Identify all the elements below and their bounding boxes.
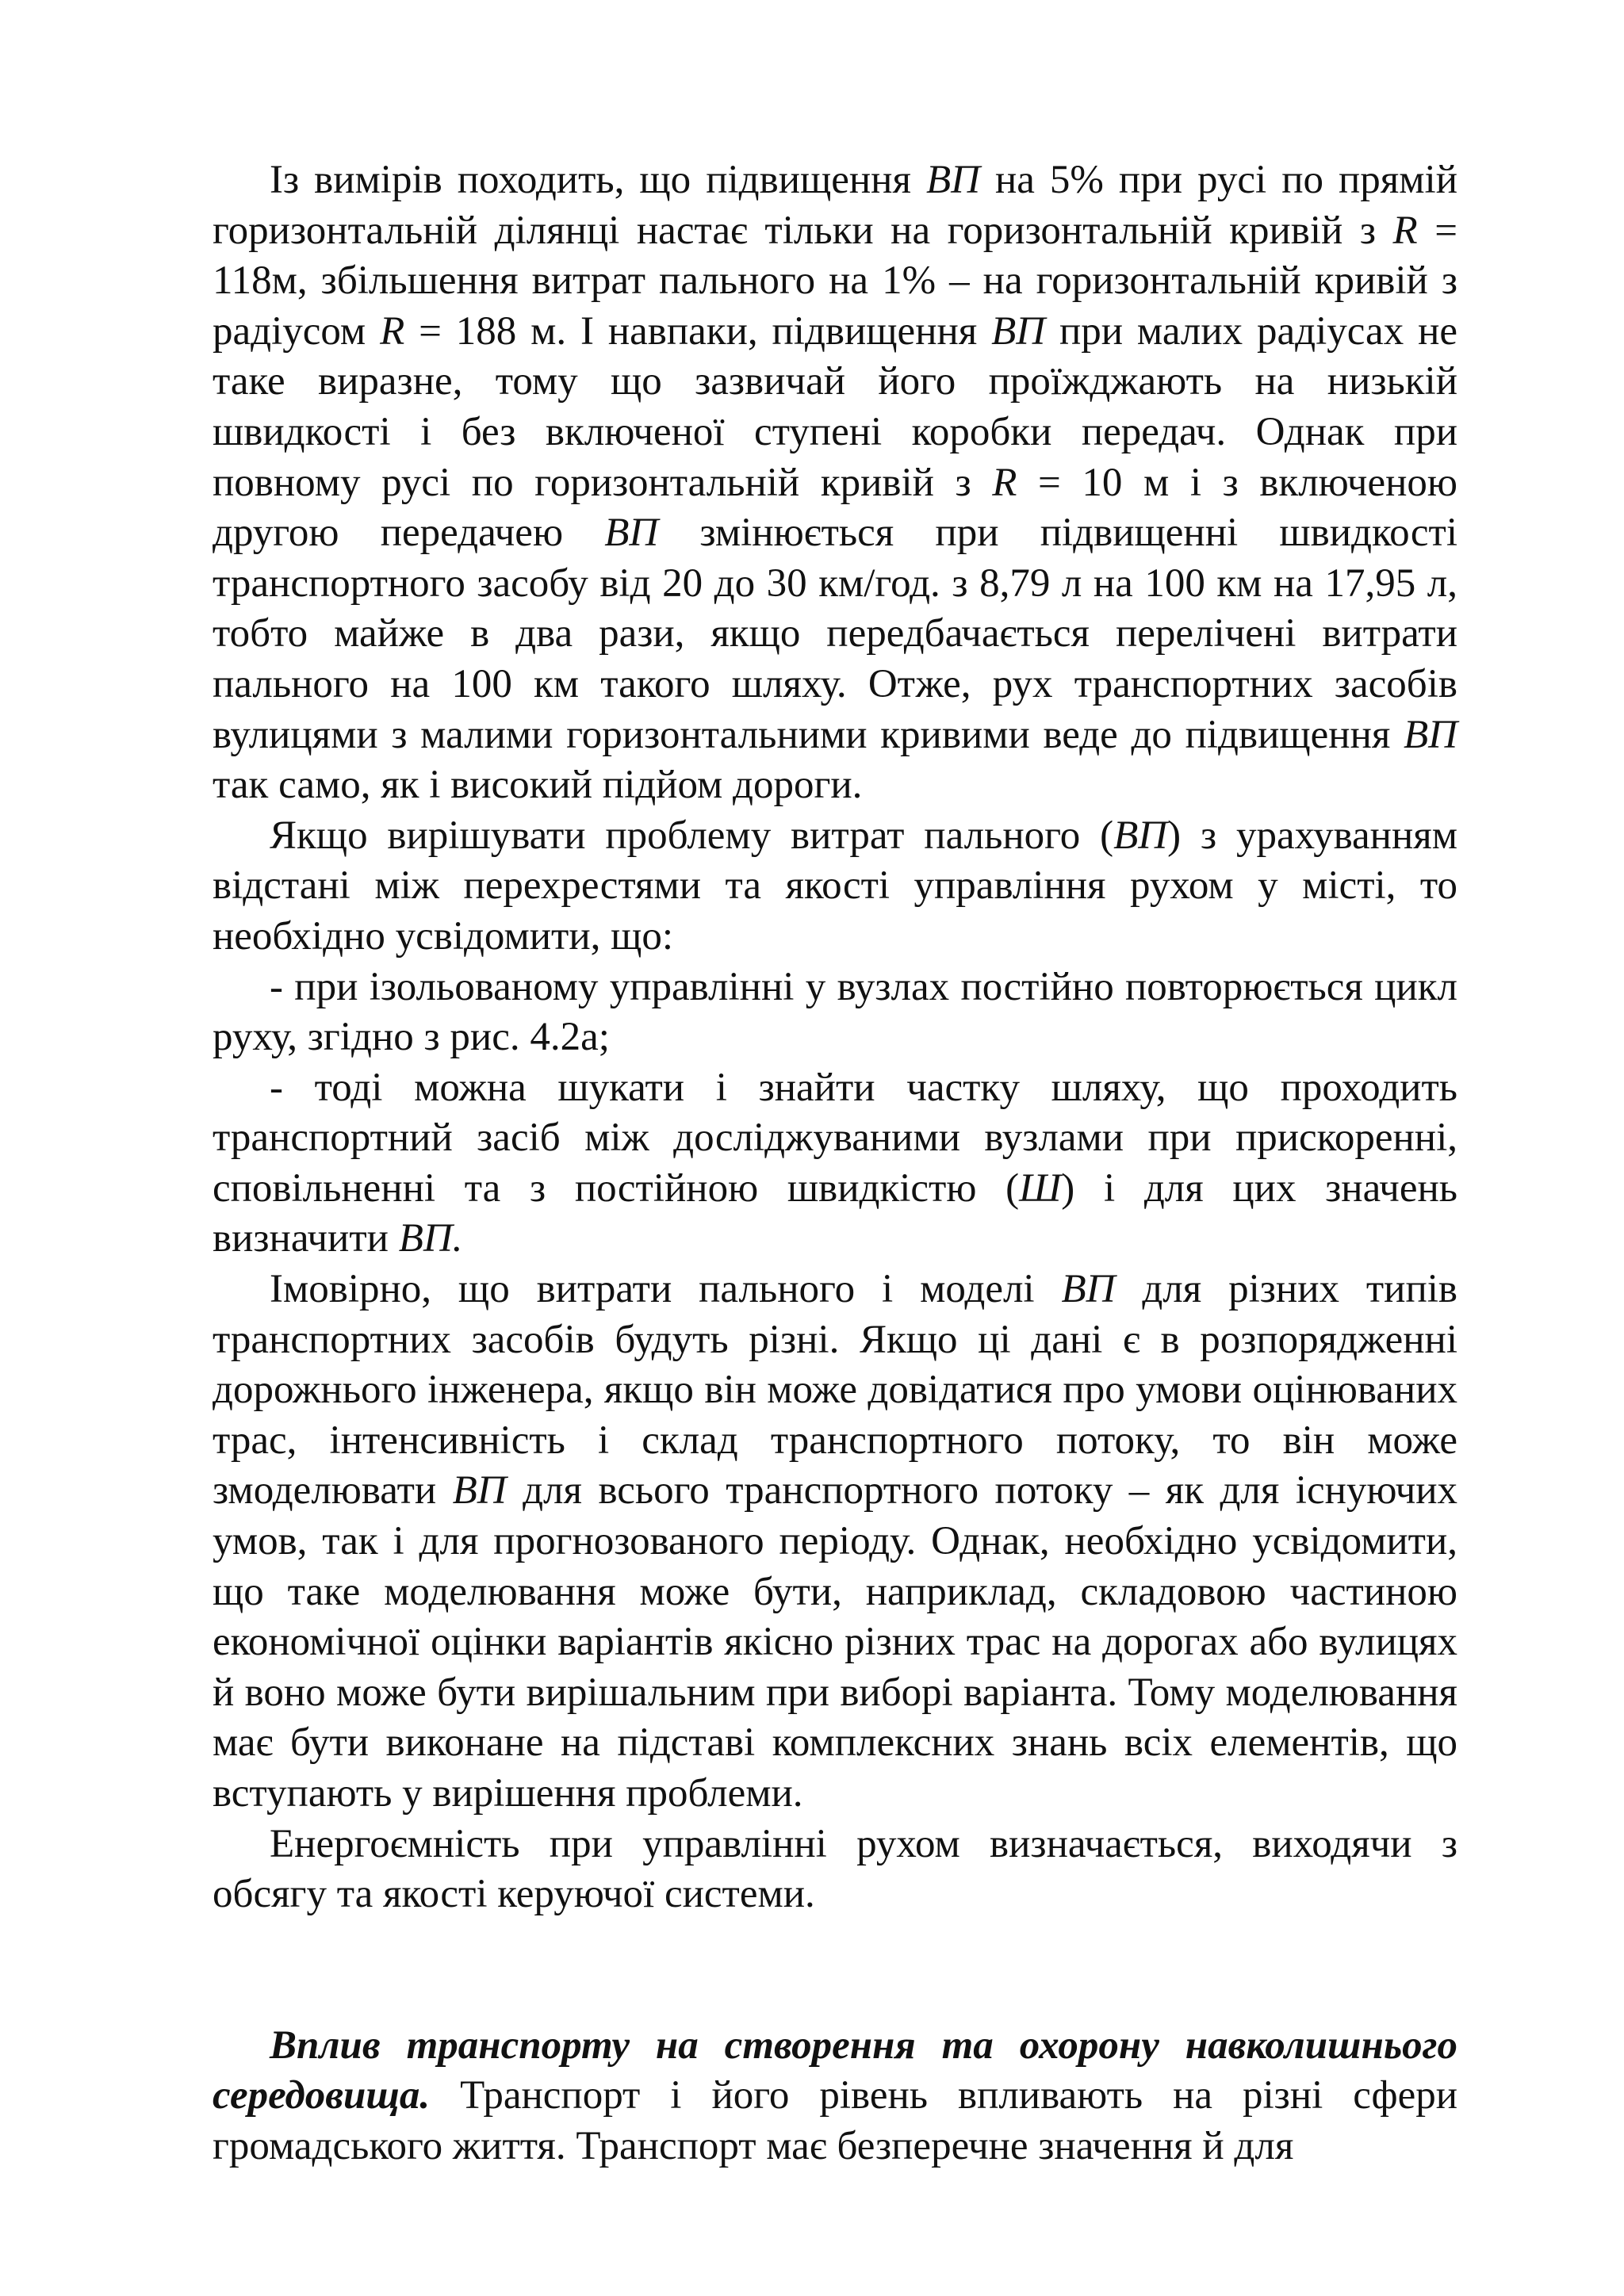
paragraph: Енергоємність при управлінні рухом визначається, виходячи з обсягу та якості керуючої системи. bbox=[213, 1821, 1457, 1917]
document-page bbox=[213, 155, 1457, 2172]
paragraph: Якщо вирішувати проблему витрат пального (ВП) з урахуванням відстані між перехрестями та якості управління рухом у місті, то необхідно усвідомити, що: bbox=[213, 813, 1457, 959]
section-heading-paragraph: Вплив транспорту на створення та охорону навколишнього середовища. Транспорт і його рівень впливають на різні сфери громадського життя. Транспорт має безперечне значення й для bbox=[213, 2022, 1457, 2168]
paragraph: Імовірно, що витрати пального і моделі ВП для різних типів транспортних засобів будуть різні. Якщо ці дані є в розпорядженні дорожнього інженера, якщо він може довідатися про умови оцінюваних трас, інтенсивність і склад транспортного потоку, то він може змоделювати ВП для всього транспортного потоку – як для існуючих умов, так і для прогнозованого періоду. Однак, необхідно усвідомити, що таке моделювання може бути, наприклад, складовою частиною економічної оцінки варіантів якісно різних трас на дорогах або вулицях й воно може бути вирішальним при виборі варіанта. Тому моделювання має бути виконане на підставі комплексних знань всіх елементів, що вступають у вирішення проблеми. bbox=[213, 1267, 1458, 1816]
list-item: - тоді можна шукати і знайти частку шляху, що проходить транспортний засіб між досліджуваними вузлами при прискоренні, сповільненні та з постійною швидкістю (Ш) і для цих значень визначити ВП. bbox=[213, 1065, 1458, 1261]
section-heading: Вплив транспорту на створення та охорону навколишнього середовища. bbox=[213, 2022, 1457, 2118]
paragraph: Із вимірів походить, що підвищення ВП на 5% при русі по прямій горизонтальній ділянці настає тільки на горизонтальній кривій з R = 118м, збільшення витрат пального на 1% – на горизонтальній кривій з радіусом R = 188 м. І навпаки, підвищення ВП при малих радіусах не таке виразне, тому що зазвичай його проїжджають на низькій швидкості і без включеної ступені коробки передач. Однак при повному русі по горизонтальній кривій з R = 10 м і з включеною другою передачею ВП змінюється при підвищенні швидкості транспортного засобу від 20 до 30 км/год. з 8,79 л на 100 км на 17,95 л, тобто майже в два рази, якщо передбачається перелічені витрати пального на 100 км такого шляху. Отже, рух транспортних засобів вулицями з малими горизонтальними кривими веде до підвищення ВП так само, як і високий підйом дороги. bbox=[213, 158, 1457, 808]
list-item: - при ізольованому управлінні у вузлах постійно повторюється цикл руху, згідно з рис. 4.2а; bbox=[213, 964, 1457, 1060]
